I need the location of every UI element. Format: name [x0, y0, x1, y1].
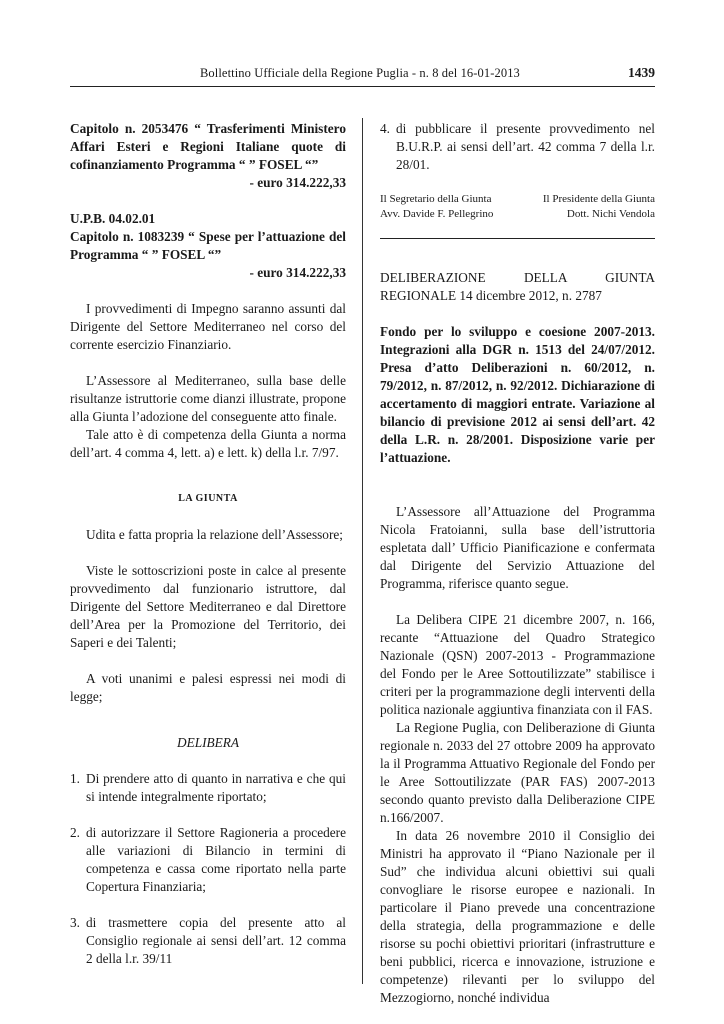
paragraph-udita: Udita e fatta propria la relazione dell’Assessore;: [86, 527, 343, 542]
page-number: 1439: [628, 65, 655, 80]
header-rule: [70, 86, 655, 87]
page-header: [70, 62, 655, 84]
bulletin-title: Bollettino Ufficiale della Regione Puglia - n. 8 del 16-01-2013: [200, 66, 520, 80]
chapter-1: Capitolo n. 2053476 “ Trasferimenti Ministero Affari Esteri e Regioni Italiane quote di cofinanziamento Programma “ ” FOSEL “”: [70, 121, 346, 172]
deliberation-subject: Fondo per lo sviluppo e coesione 2007-2013. Integrazioni alla DGR n. 1513 del 24/07/2012. Presa d’atto Deliberazioni n. 60/2012, n. 79/2012, n. 87/2012, n. 92/2012. Dichiarazione di accertamento di maggiori entrate. Variazione al bilancio di previsione 2012 ai sensi dell’art. 42 della L.R. n. 28/2001. Disposizione varie per l’attuazione.: [380, 324, 655, 465]
list-item: 3. di trasmettere copia del presente atto al Consiglio regionale ai sensi dell’art. 12 comma 2 della l.r. 39/11: [70, 915, 346, 966]
column-divider: [362, 118, 363, 984]
paragraph-cipe: La Delibera CIPE 21 dicembre 2007, n. 166, recante “Attuazione del Quadro Strategico Nazionale (QSN) 2007-2013 - Programmazione del Fondo per le Aree Sottoutilizzate” stabilisce i criteri per la programmazione degli interventi della politica nazionale aggiuntiva finanziata con il FAS.: [380, 612, 655, 717]
paragraph-voti: A voti unanimi e palesi espressi nei modi di legge;: [70, 671, 346, 704]
delibera-heading: DELIBERA: [176, 735, 240, 750]
upb-code: U.P.B. 04.02.01: [70, 211, 156, 226]
chapter-2-amount: - euro 314.222,33: [249, 265, 346, 280]
left-column: [70, 120, 346, 968]
paragraph-regione: La Regione Puglia, con Deliberazione di Giunta regionale n. 2033 del 27 ottobre 2009 ha approvato la il Programma Attuativo Regionale del Fondo per le Aree Sottoutilizzate (PAR FAS) 2007-2013 secondo quanto previsto dalla Deliberazione CIPE n.166/2007.: [380, 720, 655, 825]
la-giunta-heading: LA GIUNTA: [178, 493, 238, 504]
paragraph-fratoianni: L’Assessore all’Attuazione del Programma Nicola Fratoianni, sulla base dell’istruttoria espletata dall’ Ufficio Pianificazione e confermata dal Dirigente del Servizio Attuazione del Programma, riferisce quanto segue.: [380, 504, 655, 591]
paragraph-competenza: Tale atto è di competenza della Giunta a norma dell’art. 4 comma 4, lett. a) e lett. k) della l.r. 7/97.: [70, 427, 346, 460]
signature-president: Il Presidente della Giunta Dott. Nichi Vendola: [542, 193, 655, 220]
signatures: [380, 192, 655, 222]
paragraph-piano-sud: In data 26 novembre 2010 il Consiglio dei Ministri ha approvato il “Piano Nazionale per il Sud” che individua alcuni obiettivi sui quali convogliare le risorse europee e nazionali. In particolare il Piano prevede una concentrazione della strategia, della programmazione e delle risorse su pochi obiettivi prioritari (infrastrutture e beni pubblici, ricerca e innovazione, istruzione e competenze) rilevanti per lo sviluppo del Mezzogiorno, nonché individua: [380, 828, 655, 1005]
decision-list-continued: [380, 120, 655, 174]
chapter-1-amount: - euro 314.222,33: [249, 175, 346, 190]
list-item: 1. Di prendere atto di quanto in narrativa e che qui si intende integralmente riportato;: [70, 771, 346, 804]
paragraph-viste: Viste le sottoscrizioni poste in calce al presente provvedimento dal funzionario istruttore, dal Dirigente del Settore Mediterraneo e dal Direttore dell’Area per la Promozione del Territorio, dei Saperi e dei Talenti;: [70, 563, 346, 650]
deliberation-title: DELIBERAZIONE DELLA GIUNTA REGIONALE 14 dicembre 2012, n. 2787: [380, 270, 655, 303]
list-item: 2. di autorizzare il Settore Ragioneria a procedere alle variazioni di Bilancio in termini di competenza e cassa come riportato nella parte Copertura Finanziaria;: [70, 825, 346, 894]
right-column: [380, 120, 655, 1007]
paragraph-impegno: I provvedimenti di Impegno saranno assunti dal Dirigente del Settore Mediterraneo nel corso del corrente esercizio Finanziario.: [70, 301, 346, 352]
chapter-2: Capitolo n. 1083239 “ Spese per l’attuazione del Programma “ ” FOSEL “”: [70, 229, 346, 262]
paragraph-assessore: L’Assessore al Mediterraneo, sulla base delle risultanze istruttorie come dianzi illustrate, propone alla Giunta l’adozione del conseguente atto finale.: [70, 373, 346, 424]
decision-list: [70, 770, 346, 968]
list-item: 4. di pubblicare il presente provvedimento nel B.U.R.P. ai sensi dell’art. 42 comma 7 della l.r. 28/01.: [380, 121, 655, 172]
signature-secretary: Il Segretario della Giunta Avv. Davide F. Pellegrino: [380, 193, 494, 220]
